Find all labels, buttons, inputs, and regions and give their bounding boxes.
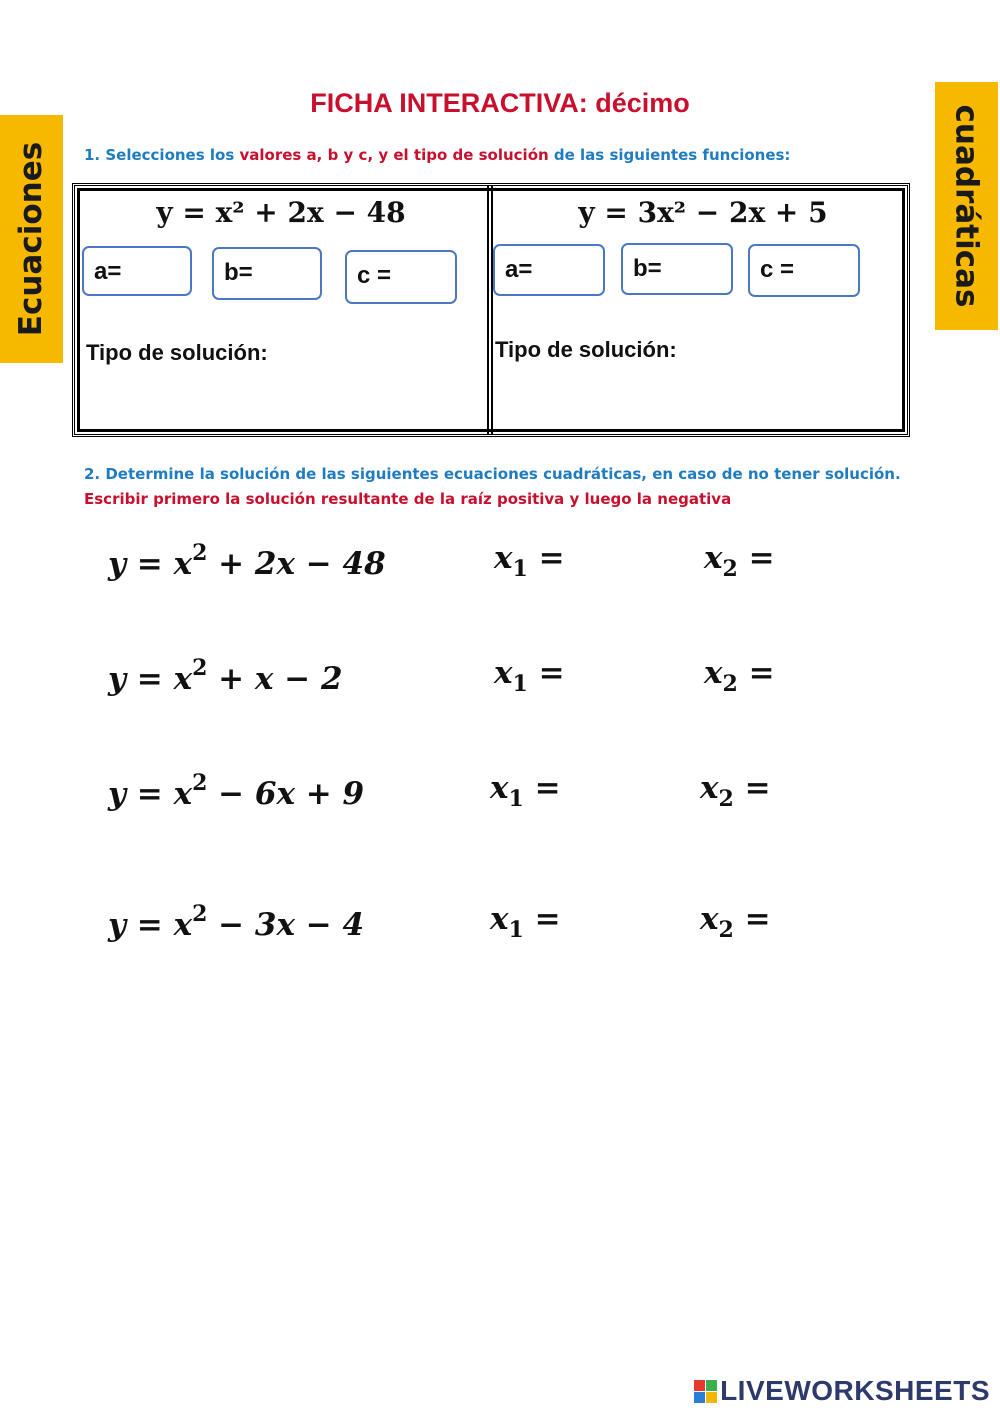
coefficients-table [72,183,910,437]
function-equation-2: y = 3x² − 2x + 5 [578,196,828,229]
instruction-1 [84,146,790,164]
equation-row-1 [0,540,1000,590]
c-input-2[interactable]: c = [748,244,860,297]
b-input-1[interactable]: b= [212,247,322,300]
side-tab-right-label: cuadráticas [948,104,985,308]
a-input-2[interactable]: a= [493,244,605,296]
side-tab-left [0,115,63,363]
equation-1: $y = x^2 + 2x - 48$ [108,540,386,582]
liveworksheets-brand [694,1375,990,1407]
a-input-1[interactable]: a= [82,246,192,296]
function-cell-2 [487,186,913,434]
equation-2: $y = x^2 + x - 2$ [108,655,343,697]
b-input-2[interactable]: b= [621,243,733,295]
instruction-1-part2: valores a, b y c, y el tipo de solución [239,146,549,164]
instruction-2-line2: Escribir primero la solución resultante de la raíz positiva y luego la negativa [84,490,732,508]
page-title: FICHA INTERACTIVA: décimo [310,88,690,118]
x2-answer-3[interactable]: $x_2$ = [700,770,771,812]
c-input-1[interactable]: c = [345,250,457,304]
solution-type-label-2: Tipo de solución: [495,337,677,362]
equation-row-3 [0,770,1000,820]
function-cell-1 [75,186,487,434]
equation-3: $y = x^2 - 6x + 9$ [108,770,365,812]
equation-row-2 [0,655,1000,705]
x2-answer-4[interactable]: $x_2$ = [700,901,771,943]
x2-answer-1[interactable]: $x_2$ = [704,540,775,582]
brand-name: LIVEWORKSHEETS [720,1375,990,1406]
instruction-1-part1: 1. Selecciones los [84,146,240,164]
x2-answer-2[interactable]: $x_2$ = [704,655,775,697]
instruction-1-part3: de las siguientes funciones: [548,146,791,164]
function-equation-1: y = x² + 2x − 48 [156,196,406,229]
x1-answer-1[interactable]: $x_1$ = [494,540,565,582]
instruction-2-line1: 2. Determine la solución de las siguientes ecuaciones cuadráticas, en caso de no tener solución. [84,465,901,483]
equation-row-4 [0,901,1000,951]
x1-answer-2[interactable]: $x_1$ = [494,655,565,697]
solution-type-label-1: Tipo de solución: [86,340,268,365]
x1-answer-3[interactable]: $x_1$ = [490,770,561,812]
x1-answer-4[interactable]: $x_1$ = [490,901,561,943]
equation-4: $y = x^2 - 3x - 4$ [108,901,365,943]
side-tab-left-label: Ecuaciones [13,141,50,337]
side-tab-right [935,82,998,330]
liveworksheets-logo-icon [694,1380,717,1403]
